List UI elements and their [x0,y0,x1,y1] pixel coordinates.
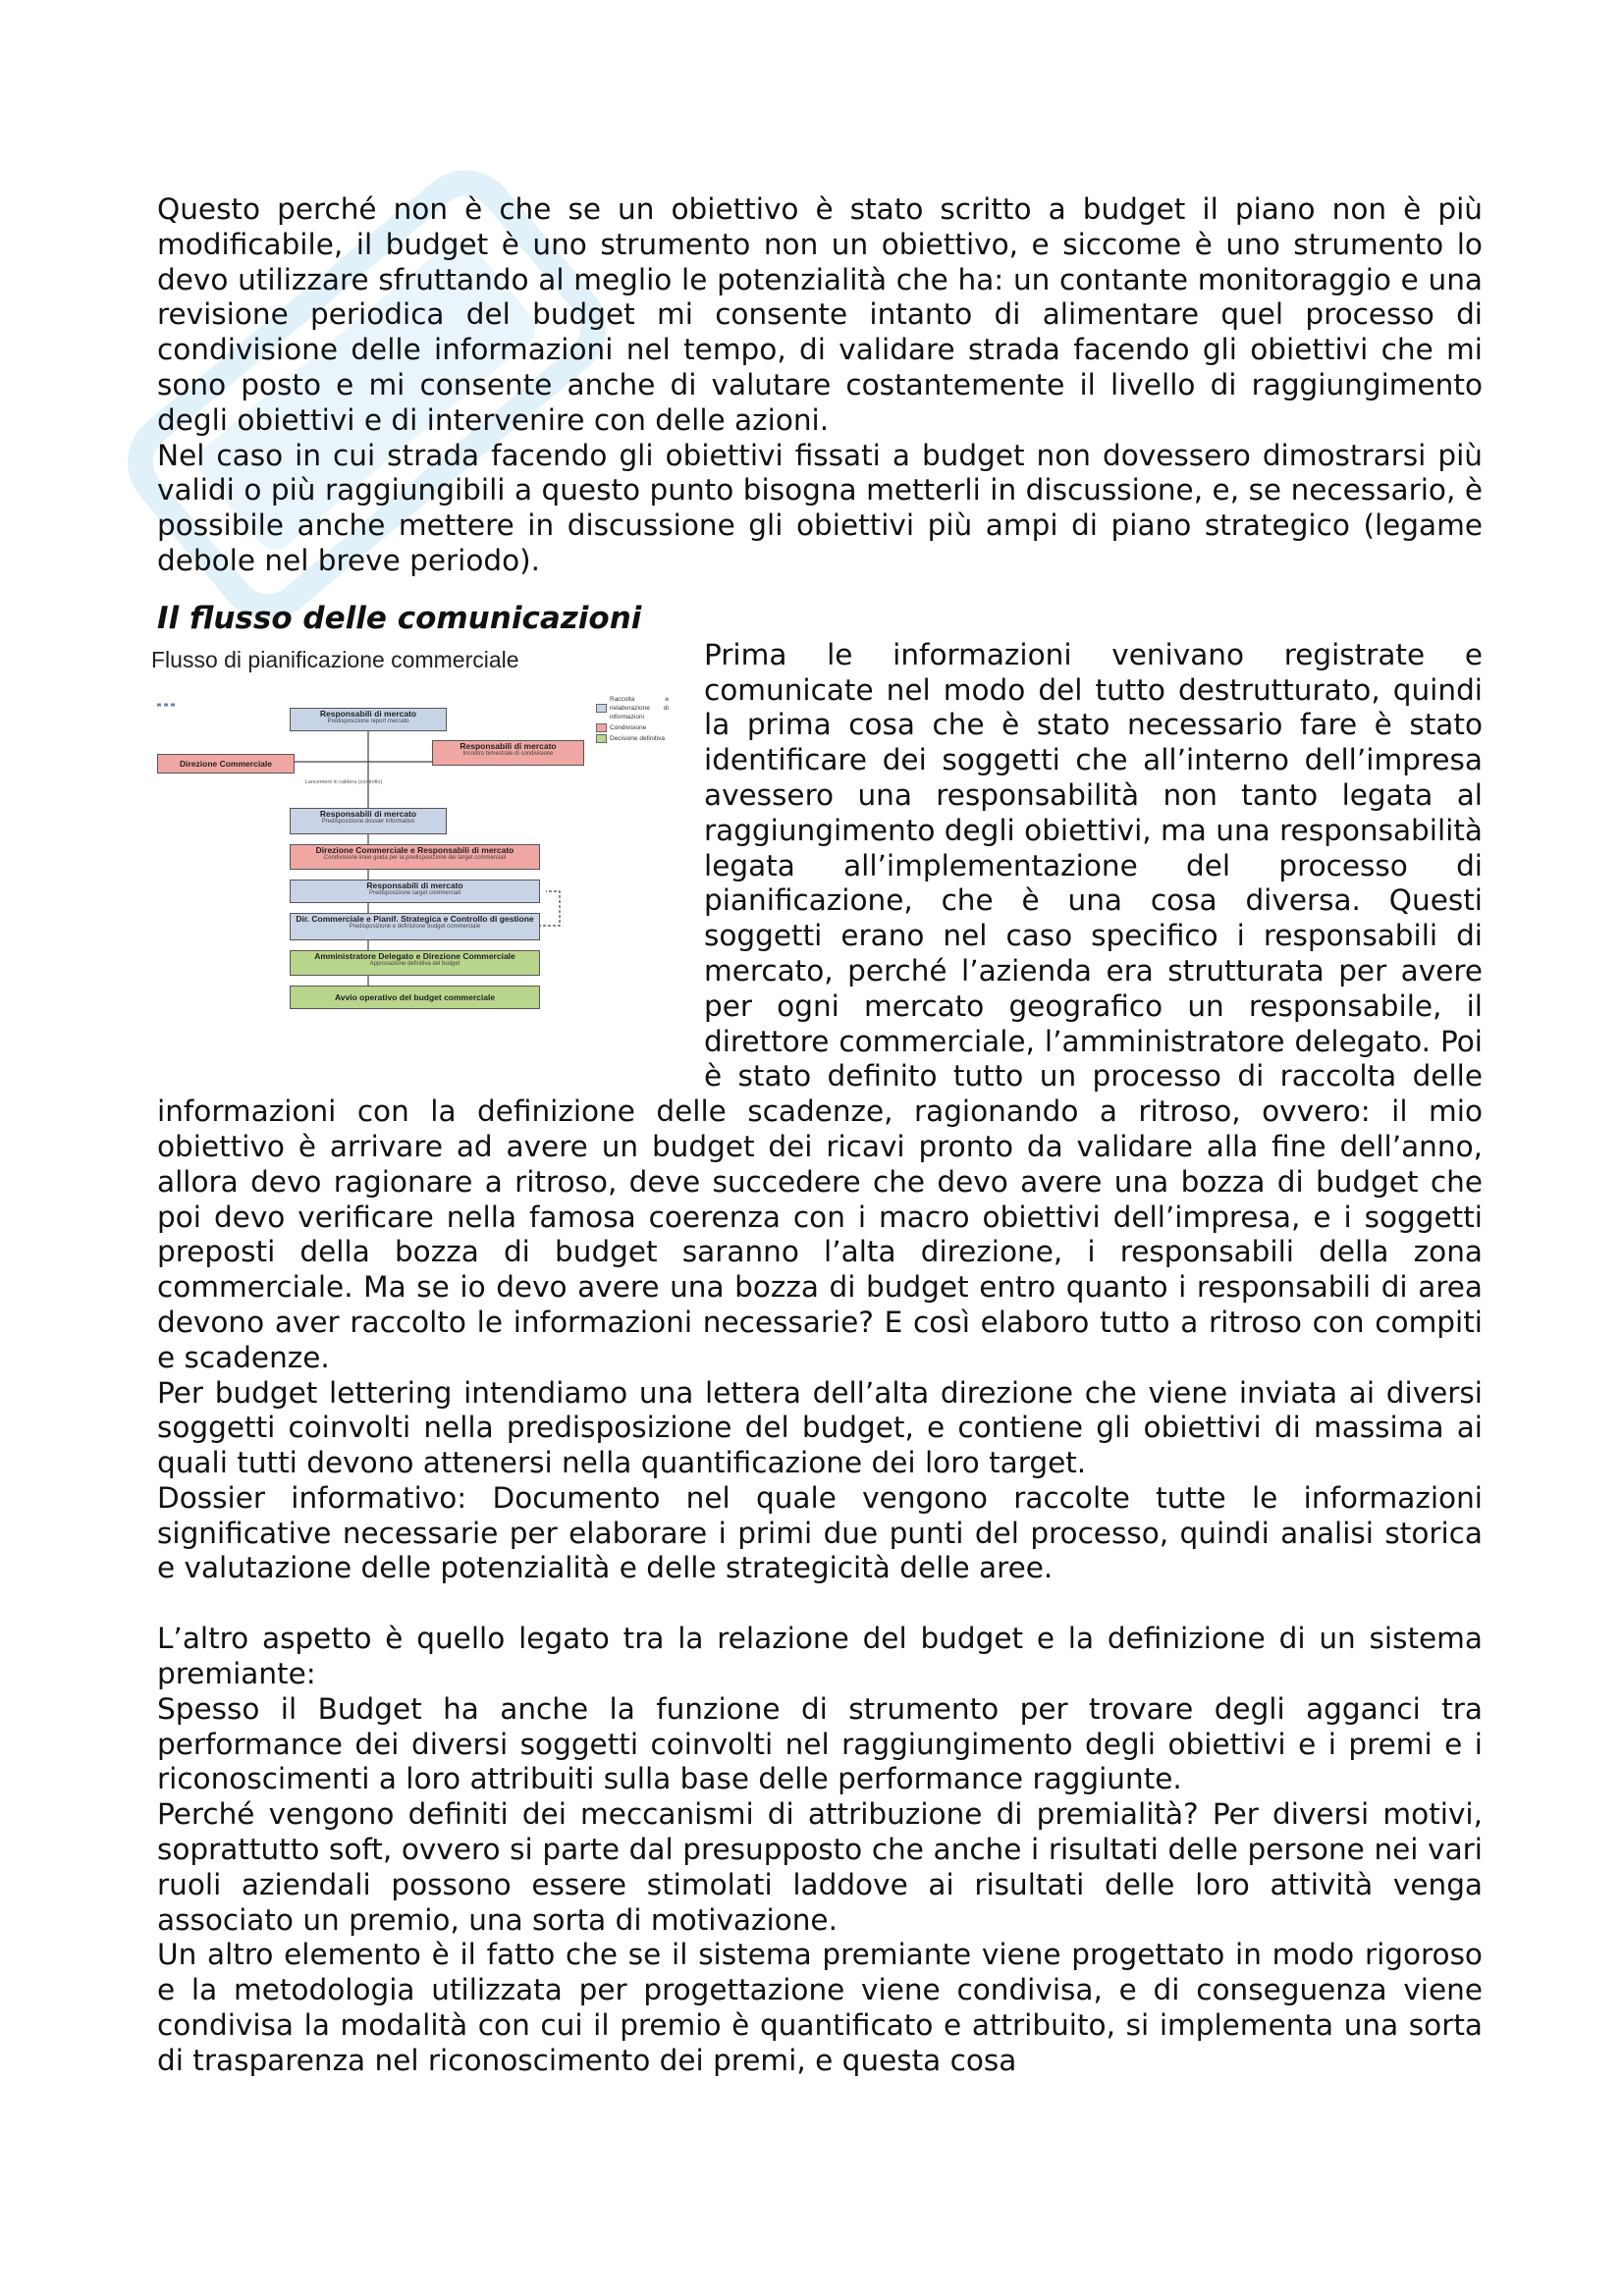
box-target [290,880,540,903]
paragraph: Questo perché non è che se un obiettivo è stato scritto a budget il piano non è più modificabile, il budget è uno strumento non un obiettivo, e siccome è uno strumento lo devo utilizzare sfruttando al meglio le potenzialità che ha: un contante monitoraggio e una revisione periodica del budget mi consente intanto di alimentare quel processo di condivisione delle informazioni nel tempo, di validare strada facendo gli obiettivi che mi sono posto e mi consente anche di valutare costantemente il livello di raggiungimento degli obiettivi e di intervenire con delle azioni. [157,192,1483,437]
box-label: Responsabili di mercato [460,740,557,751]
spacer [157,1586,1483,1622]
box-dossier [290,808,447,834]
box-commercial-direction [157,754,295,774]
box-sublabel: Predisposizione report mercato [327,718,409,724]
legend-swatch-blue [596,704,607,713]
diagram-legend [596,695,669,745]
box-budget-definition [290,913,540,940]
paragraph: Per budget lettering intendiamo una lettera dell’alta direzione che viene inviata ai diversi soggetti coinvolti nella predisposizione del budget, e contiene gli obiettivi di massima ai quali tutti devono attenersi nella quantificazione dei loro target. [157,1375,1483,1480]
flow-diagram [151,646,682,1068]
paragraph: Dossier informativo: Documento nel quale vengono raccolte tutte le informazioni significative necessarie per elaborare i primi due punti del processo, quindi analisi storica e valutazione delle potenzialità e delle strategicità delle aree. [157,1480,1483,1585]
box-approval [290,950,540,976]
box-sublabel: Approvazione definitiva del budget [369,960,460,967]
paragraph: Nel caso in cui strada facendo gli obiettivi fissati a budget non dovessero dimostrarsi più validi o più raggiungibili a questo punto bisogna metterli in discussione, e, se necessario, è possibile anche mettere in discussione gli obiettivi più ampi di piano strategico (legame debole nel breve periodo). [157,438,1483,577]
box-label: Avvio operativo del budget commerciale [334,991,496,1002]
document-page [151,192,1483,2079]
legend-label: Condivisione [610,723,647,731]
section-heading: Il flusso delle comunicazioni [157,600,642,636]
box-label: Responsabili di mercato [366,880,463,890]
paragraph: Spesso il Budget ha anche la funzione di strumento per trovare degli agganci tra performance dei diversi soggetti coinvolti nel raggiungimento degli obiettivi e i premi e i riconoscimenti a loro attribuiti sulla base delle performance raggiunte. [157,1691,1483,1796]
box-sublabel: Predisposizione dossier informativo [321,818,415,825]
legend-label: Decisione definitiva [610,734,666,742]
box-market-report [290,708,447,731]
box-sublabel: Predisposizione e definizione budget commerciale [349,923,481,930]
legend-label: Raccolta e rielaborazione di informazioni [610,695,669,721]
box-operational-start [290,986,540,1009]
connector-note: Lancement in caldera (controllo) [304,778,383,785]
box-label: Amministratore Delegato e Direzione Commerciale [314,950,515,961]
box-label: Direzione Commerciale [179,758,272,769]
legend-swatch-green [596,734,607,743]
box-guidelines [290,844,540,870]
box-label: Dir. Commerciale e Pianif. Strategica e Controllo di gestione [296,913,534,924]
legend-swatch-red [596,723,607,732]
paragraph: Un altro elemento è il fatto che se il sistema premiante viene progettato in modo rigoroso e la metodologia utilizzata per progettazione viene condivisa, e di conseguenza viene condivisa la modalità con cui il premio è quantificato e attribuito, si implementa una sorta di trasparenza nel riconoscimento dei premi, e questa cosa [157,1938,1483,2077]
box-sublabel: Incontro bimestrale di condivisione [462,750,554,757]
paragraph: Perché vengono definiti dei meccanismi di attribuzione di premialità? Per diversi motivi, soprattutto soft, ovvero si parte dal presupposto che anche i risultati delle persone nei vari ruoli aziendali possono essere stimolati laddove ai risultati delle loro attività venga associato un premio, una sorta di motivazione. [157,1797,1483,1937]
box-label: Responsabili di mercato [319,808,417,819]
wrapped-paragraph: Prima le informazioni venivano registrate e comunicate nel modo del tutto destrutturato, quindi la prima cosa che è stato necessario fare è stato identificare dei soggetti che all’interno dell’impresa avessero una responsabilità non tanto legata al raggiungimento degli obiettivi, ma una responsabilità legata all’implementazione del processo di pianificazione, che è una cosa diversa. Questi soggetti erano nel caso specifico i responsabili di mercato, perché l’azienda era strutturata per avere per ogni mercato geografico un responsabile, il direttore commerciale, l’amministratore delegato. Poi è stato definito tutto un processo di raccolta delle informazioni con la definizione delle scadenze, ragionando a ritroso, ovvero: il mio obiettivo è arrivare ad avere un budget dei ricavi pronto da validare alla fine dell’anno, allora devo ragionare a ritroso, deve succedere che devo avere una bozza di budget che poi devo verificare nella famosa coerenza con i macro obiettivi dell’impresa, e i soggetti preposti della bozza di budget saranno l’alta direzione, i responsabili della zona commerciale. Ma se io devo avere una bozza di budget entro quanto i responsabili di area devono aver raccolto le informazioni necessarie? E così elaboro tutto a ritroso con compiti e scadenze. [157,637,1483,1374]
box-bimonthly-meeting [432,740,584,766]
box-label: Direzione Commerciale e Responsabili di mercato [315,844,514,855]
box-sublabel: Condivisione linee guida per la predisposizione dei target commerciali [323,854,507,861]
box-sublabel: Predisposizione target commerciali [368,889,461,896]
box-label: Responsabili di mercato [319,708,417,719]
paragraph: L’altro aspetto è quello legato tra la relazione del budget e la definizione di un sistema premiante: [157,1622,1483,1691]
figure-title: Flusso di pianificazione commerciale [151,646,519,672]
